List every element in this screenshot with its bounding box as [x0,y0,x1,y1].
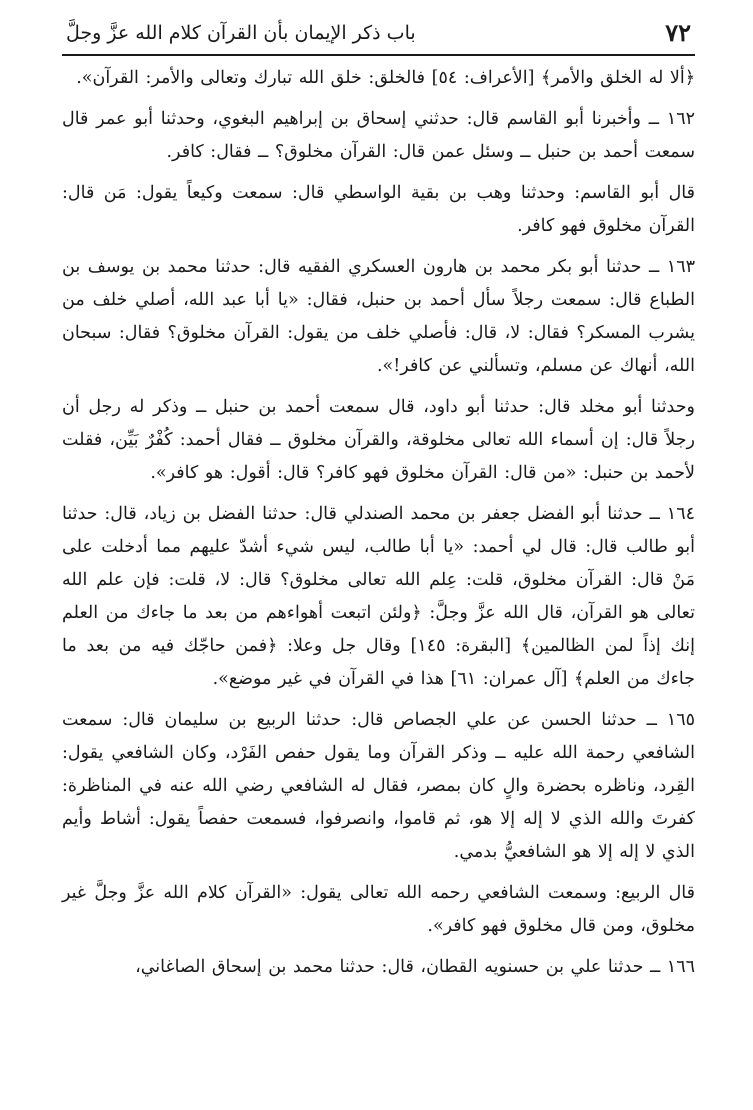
page-body [62,62,695,984]
page-number: ٧٢ [665,18,691,47]
paragraph-hadith-162: ١٦٢ ــ وأخبرنا أبو القاسم قال: حدثني إسحاق بن إبراهيم البغوي، وحدثنا أبو عمر قال سمعت أحمد بن حنبل ــ وسئل عمن قال: القرآن مخلوق؟ ــ فقال: كافر. [62,109,695,162]
paragraph-abu-mukhlid: وحدثنا أبو مخلد قال: حدثنا أبو داود، قال سمعت أحمد بن حنبل ــ وذكر له رجل أن رجلاً قال: إن أسماء الله تعالى مخلوقة، والقرآن مخلوق ــ فقال أحمد: كُفْرٌ بَيِّن، فقلت لأحمد بن حنبل: «من قال: القرآن مخلوق فهو كافر؟ قال: أقول: هو كافر». [62,397,695,483]
paragraph-hadith-166: ١٦٦ ــ حدثنا علي بن حسنويه القطان، قال: حدثنا محمد بن إسحاق الصاغاني، [135,957,695,977]
paragraph-hadith-164: ١٦٤ ــ حدثنا أبو الفضل جعفر بن محمد الصندلي قال: حدثنا الفضل بن زياد، قال: حدثنا أبو طالب قال: قال لي أحمد: «يا أبا طالب، ليس شيء أشدّ عليهم مما أدخلت على مَنْ قال: القرآن مخلوق، قلت: عِلم الله تعالى مخلوق؟ قال: لا، قلت: فإن علم الله تعالى هو القرآن، قال الله عزَّ وجلَّ: ﴿ولئن اتبعت أهواءهم من بعد ما جاءك من العلم إنك إذاً لمن الظالمين﴾ [البقرة: ١٤٥] وقال جل وعلا: ﴿فمن حاجّك فيه من بعد ما جاءك من العلم﴾ [آل عمران: ٦١] هذا في القرآن في غير موضع». [62,504,695,689]
page-header [62,18,695,56]
paragraph-al-rabi: قال الربيع: وسمعت الشافعي رحمه الله تعالى يقول: «القرآن كلام الله عزَّ وجلَّ غير مخلوق، ومن قال مخلوق فهو كافر». [62,883,695,936]
paragraph-hadith-165: ١٦٥ ــ حدثنا الحسن عن علي الجصاص قال: حدثنا الربيع بن سليمان قال: سمعت الشافعي رحمة الله عليه ــ وذكر القرآن وما يقول حفص الفَرْد، وكان الشافعي يقول: القِرد، وناظره بحضرة والٍ كان بمصر، فقال له الشافعي رضي الله عنه في المناظرة: كفرتَ والله الذي لا إله إلا هو، ثم قاموا، وانصرفوا، فسمعت حفصاً يقول: أشاط وأيم الذي لا إله إلا هو الشافعيُّ بدمي. [62,710,695,862]
chapter-title: باب ذكر الإيمان بأن القرآن كلام الله عزَّ وجلَّ [66,22,416,44]
paragraph-abu-al-qasim: قال أبو القاسم: وحدثنا وهب بن بقية الواسطي قال: سمعت وكيعاً يقول: مَن قال: القرآن مخلوق فهو كافر. [62,183,695,236]
paragraph-quran-verse: ﴿ألا له الخلق والأمر﴾ [الأعراف: ٥٤] فالخلق: خلق الله تبارك وتعالى والأمر: القرآن». [76,68,695,88]
paragraph-hadith-163: ١٦٣ ــ حدثنا أبو بكر محمد بن هارون العسكري الفقيه قال: حدثنا محمد بن يوسف بن الطباع قال: سمعت رجلاً سأل أحمد بن حنبل، فقال: «يا أبا عبد الله، أصلي خلف من يشرب المسكر؟ فقال: لا، قال: فأصلي خلف من يقول: القرآن مخلوق؟ فقال: سبحان الله، أنهاك عن مسلم، وتسألني عن كافر!». [62,257,695,376]
